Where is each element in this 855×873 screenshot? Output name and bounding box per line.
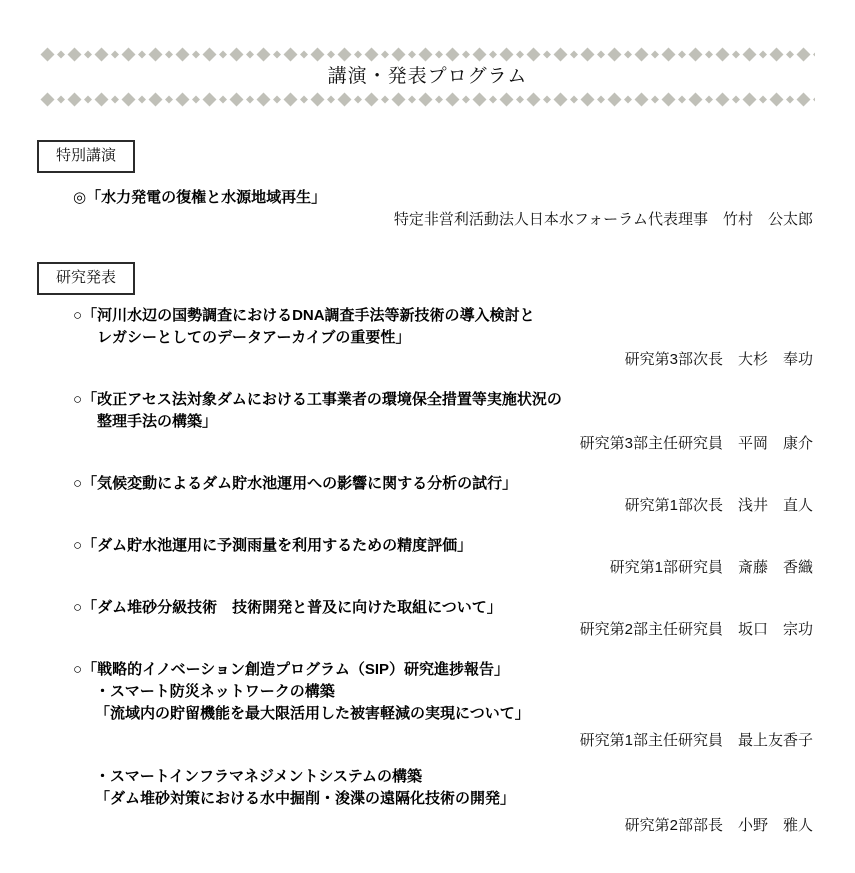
speaker-line: 研究第3部主任研究員 平岡 康介 [579, 435, 813, 452]
item-title-line [0, 473, 855, 495]
sip-sub-block-1 [0, 681, 855, 752]
circle-marker: ○ [73, 537, 83, 554]
speaker-line: 研究第3部次長 大杉 奉功 [624, 351, 813, 368]
research-section [0, 231, 855, 837]
circle-marker: ○ [73, 661, 83, 678]
circle-marker: ○ [73, 391, 83, 408]
page-title: 講演・発表プログラム [327, 66, 528, 87]
double-circle-marker: ◎ [73, 189, 87, 206]
sip-sub-block-2 [0, 766, 855, 837]
item-title: 「ダム貯水池運用に予測雨量を利用するための精度評価」 [82, 537, 473, 554]
item-title-line [0, 389, 855, 411]
research-item-3 [0, 473, 855, 517]
item-title-line [0, 535, 855, 557]
special-lecture-item [0, 187, 855, 231]
header-band [0, 0, 855, 107]
diamond-border-bottom-icon [40, 92, 815, 107]
speaker-line: 研究第2部部長 小野 雅人 [624, 817, 813, 834]
section-label-special: 特別講演 [37, 140, 135, 173]
item-title-line2: 整理手法の構築」 [97, 413, 218, 430]
sub-item-line: 「流域内の貯留機能を最大限活用した被害軽減の実現について」 [95, 705, 530, 722]
sub-item-line: ・スマート防災ネットワークの構築 [95, 683, 335, 700]
item-title-line2: レガシーとしてのデータアーカイブの重要性」 [97, 329, 411, 346]
item-title-line [0, 659, 855, 681]
item-title: 「河川水辺の国勢調査におけるDNA調査手法等新技術の導入検討と [82, 307, 535, 324]
circle-marker: ○ [73, 307, 83, 324]
diamond-border-top-icon [40, 47, 815, 62]
item-title: 「気候変動によるダム貯水池運用への影響に関する分析の試行」 [82, 475, 518, 492]
research-item-2 [0, 389, 855, 455]
sub-item-line: 「ダム堆砂対策における水中掘削・浚渫の遠隔化技術の開発」 [95, 790, 516, 807]
item-title-line [0, 305, 855, 327]
research-item-6 [0, 659, 855, 837]
item-title-line [0, 597, 855, 619]
item-title: 「戦略的イノベーション創造プログラム（SIP）研究進捗報告」 [82, 661, 509, 678]
item-title: 「ダム堆砂分級技術 技術開発と普及に向けた取組について」 [82, 599, 502, 616]
research-item-4 [0, 535, 855, 579]
item-title: 「水力発電の復権と水源地域再生」 [86, 189, 327, 206]
speaker-line: 特定非営利活動法人日本水フォーラム代表理事 竹村 公太郎 [393, 211, 813, 228]
research-item-1 [0, 305, 855, 371]
circle-marker: ○ [73, 599, 83, 616]
sub-item-line: ・スマートインフラマネジメントシステムの構築 [95, 768, 423, 785]
speaker-line: 研究第1部研究員 斎藤 香織 [609, 559, 813, 576]
special-lecture-section [0, 107, 855, 231]
item-title: 「改正アセス法対象ダムにおける工事業者の環境保全措置等実施状況の [82, 391, 562, 408]
section-label-research: 研究発表 [37, 262, 135, 295]
circle-marker: ○ [73, 475, 83, 492]
speaker-line: 研究第1部次長 浅井 直人 [624, 497, 813, 514]
research-item-5 [0, 597, 855, 641]
speaker-line: 研究第2部主任研究員 坂口 宗功 [579, 621, 813, 638]
speaker-line: 研究第1部主任研究員 最上友香子 [579, 732, 813, 749]
item-title-line [0, 187, 855, 209]
